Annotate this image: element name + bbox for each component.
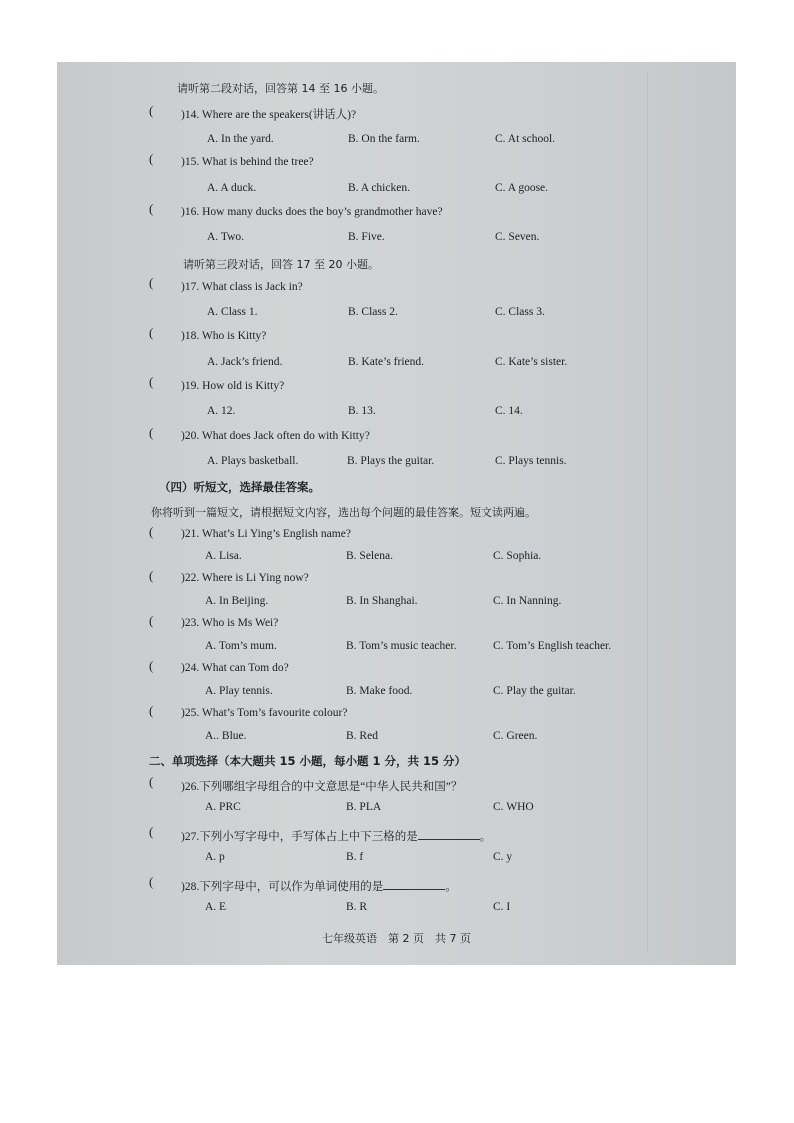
option-26a: A. PRC bbox=[205, 801, 241, 813]
option-28b: B. R bbox=[346, 901, 368, 913]
option-18c: C. Kate’s sister. bbox=[495, 356, 568, 368]
question-22: )22. Where is Li Ying now? bbox=[181, 572, 309, 584]
bleed-through-column bbox=[647, 72, 736, 952]
answer-blank bbox=[418, 829, 480, 840]
question-26: )26.下列哪组字母组合的中文意思是“中华人民共和国”？ bbox=[181, 781, 463, 793]
section-2-heading: 二、单项选择（本大题共 15 小题，每小题 1 分，共 15 分） bbox=[149, 754, 467, 768]
answer-bracket: ( bbox=[149, 201, 154, 216]
option-24c: C. Play the guitar. bbox=[493, 685, 576, 697]
option-26c: C. WHO bbox=[493, 801, 534, 813]
option-22c: C. In Nanning. bbox=[493, 595, 562, 607]
option-27a: A. p bbox=[205, 851, 225, 863]
answer-bracket: ( bbox=[149, 524, 154, 539]
question-27-text: )27.下列小写字母中，手写体占上中下三格的是 bbox=[181, 831, 418, 843]
answer-bracket: ( bbox=[149, 613, 154, 628]
option-18b: B. Kate’s friend. bbox=[348, 356, 425, 368]
question-20: )20. What does Jack often do with Kitty? bbox=[181, 430, 370, 442]
question-27 bbox=[181, 828, 491, 844]
answer-bracket: ( bbox=[149, 275, 154, 290]
option-24a: A. Play tennis. bbox=[205, 685, 273, 697]
answer-bracket: ( bbox=[149, 774, 154, 789]
option-21c: C. Sophia. bbox=[493, 550, 542, 562]
option-26b: B. PLA bbox=[346, 801, 382, 813]
option-25c: C. Green. bbox=[493, 730, 538, 742]
question-18: )18. Who is Kitty? bbox=[181, 330, 267, 342]
option-28c: C. I bbox=[493, 901, 511, 913]
question-24: )24. What can Tom do? bbox=[181, 662, 289, 674]
option-15b: B. A chicken. bbox=[348, 182, 410, 194]
option-14b: B. On the farm. bbox=[348, 133, 420, 145]
answer-bracket: ( bbox=[149, 874, 154, 889]
option-20b: B. Plays the guitar. bbox=[347, 455, 435, 467]
answer-bracket: ( bbox=[149, 151, 154, 166]
option-19c: C. 14. bbox=[495, 405, 523, 417]
option-23c: C. Tom’s English teacher. bbox=[493, 640, 612, 652]
option-28a: A. E bbox=[205, 901, 227, 913]
option-21b: B. Selena. bbox=[346, 550, 393, 562]
question-14: )14. Where are the speakers(讲话人)? bbox=[181, 109, 357, 121]
question-23: )23. Who is Ms Wei? bbox=[181, 617, 279, 629]
option-24b: B. Make food. bbox=[346, 685, 413, 697]
section-4-instructions: 你将听到一篇短文，请根据短文内容，选出每个问题的最佳答案。短文读两遍。 bbox=[151, 506, 536, 519]
option-17a: A. Class 1. bbox=[207, 306, 258, 318]
option-17b: B. Class 2. bbox=[348, 306, 398, 318]
answer-bracket: ( bbox=[149, 703, 154, 718]
answer-bracket: ( bbox=[149, 568, 154, 583]
option-19a: A. 12. bbox=[207, 405, 236, 417]
answer-blank bbox=[383, 879, 445, 890]
option-18a: A. Jack’s friend. bbox=[207, 356, 283, 368]
option-16a: A. Two. bbox=[207, 231, 244, 243]
option-27c: C. y bbox=[493, 851, 513, 863]
option-23a: A. Tom’s mum. bbox=[205, 640, 277, 652]
option-25b: B. Red bbox=[346, 730, 378, 742]
section-4-heading: （四）听短文，选择最佳答案。 bbox=[159, 480, 320, 494]
option-22b: B. In Shanghai. bbox=[346, 595, 418, 607]
option-21a: A. Lisa. bbox=[205, 550, 242, 562]
question-25: )25. What’s Tom’s favourite colour? bbox=[181, 707, 348, 719]
answer-bracket: ( bbox=[149, 425, 154, 440]
option-27b: B. f bbox=[346, 851, 364, 863]
question-15: )15. What is behind the tree? bbox=[181, 156, 314, 168]
option-15a: A. A duck. bbox=[207, 182, 257, 194]
page-footer: 七年级英语 第 2 页 共 7 页 bbox=[322, 932, 471, 945]
answer-bracket: ( bbox=[149, 824, 154, 839]
question-19: )19. How old is Kitty? bbox=[181, 380, 285, 392]
question-28-text: )28.下列字母中，可以作为单词使用的是 bbox=[181, 881, 384, 893]
option-14a: A. In the yard. bbox=[207, 133, 274, 145]
option-16b: B. Five. bbox=[348, 231, 385, 243]
option-19b: B. 13. bbox=[348, 405, 376, 417]
question-28 bbox=[181, 878, 457, 894]
option-14c: C. At school. bbox=[495, 133, 556, 145]
dialogue-3-instruction: 请听第三段对话，回答 17 至 20 小题。 bbox=[183, 258, 379, 271]
question-28-tail: 。 bbox=[445, 881, 457, 893]
answer-bracket: ( bbox=[149, 374, 154, 389]
option-15c: C. A goose. bbox=[495, 182, 549, 194]
answer-bracket: ( bbox=[149, 658, 154, 673]
option-17c: C. Class 3. bbox=[495, 306, 545, 318]
option-22a: A. In Beijing. bbox=[205, 595, 269, 607]
option-25a: A.. Blue. bbox=[205, 730, 247, 742]
option-20c: C. Plays tennis. bbox=[495, 455, 567, 467]
question-16: )16. How many ducks does the boy’s grandmother have? bbox=[181, 206, 443, 218]
answer-bracket: ( bbox=[149, 103, 154, 118]
question-17: )17. What class is Jack in? bbox=[181, 281, 303, 293]
dialogue-2-instruction: 请听第二段对话，回答第 14 至 16 小题。 bbox=[177, 82, 384, 95]
option-20a: A. Plays basketball. bbox=[207, 455, 299, 467]
question-27-tail: 。 bbox=[479, 831, 492, 843]
option-23b: B. Tom’s music teacher. bbox=[346, 640, 457, 652]
answer-bracket: ( bbox=[149, 325, 154, 340]
question-21: )21. What’s Li Ying’s English name? bbox=[181, 528, 351, 540]
scanned-exam-page bbox=[57, 62, 736, 965]
option-16c: C. Seven. bbox=[495, 231, 540, 243]
